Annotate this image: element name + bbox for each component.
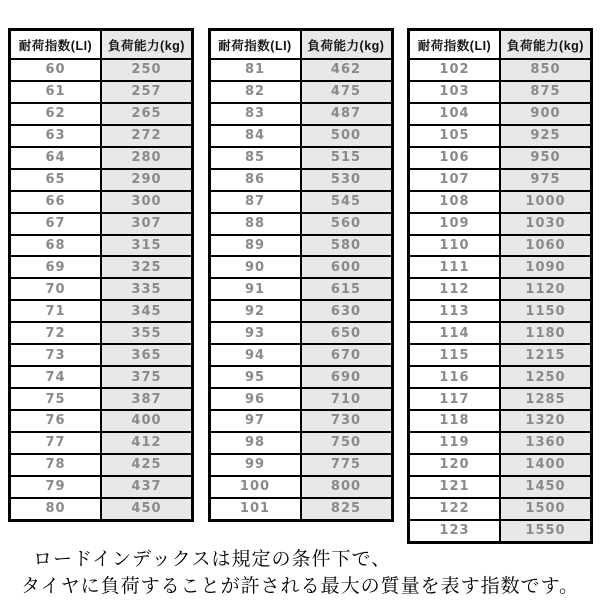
load-index-table: [208, 28, 394, 522]
load-index-cell: 83: [209, 103, 301, 125]
load-capacity-cell: 335: [101, 278, 193, 300]
table-row: [10, 388, 193, 410]
load-capacity-cell: 315: [101, 235, 193, 257]
table-row: [10, 322, 193, 344]
load-capacity-cell: 307: [101, 213, 193, 235]
table-row: [409, 278, 592, 300]
load-index-table-81-101: [208, 28, 394, 544]
table-row: [409, 410, 592, 432]
load-index-cell: 76: [10, 410, 102, 432]
load-capacity-cell: 265: [101, 103, 193, 125]
load-capacity-cell: 1450: [500, 476, 592, 498]
table-row: [409, 256, 592, 278]
table-row: [209, 81, 392, 103]
load-index-cell: 107: [409, 169, 501, 191]
load-index-cell: 65: [10, 169, 102, 191]
table-row: [10, 125, 193, 147]
table-row: [209, 278, 392, 300]
table-row: [409, 476, 592, 498]
load-capacity-cell: 975: [500, 169, 592, 191]
table-row: [10, 256, 193, 278]
load-index-cell: 61: [10, 81, 102, 103]
load-index-cell: 79: [10, 476, 102, 498]
table-row: [409, 344, 592, 366]
load-index-cell: 123: [409, 520, 501, 543]
load-index-cell: 122: [409, 498, 501, 520]
table-row: [409, 300, 592, 322]
load-capacity-cell: 1500: [500, 498, 592, 520]
load-index-cell: 118: [409, 410, 501, 432]
load-capacity-cell: 560: [301, 213, 393, 235]
table-row: [10, 454, 193, 476]
load-capacity-cell: 545: [301, 191, 393, 213]
load-index-header: 耐荷指数(LI): [209, 30, 301, 60]
load-capacity-cell: 400: [101, 410, 193, 432]
load-index-cell: 97: [209, 410, 301, 432]
table-row: [209, 432, 392, 454]
load-capacity-cell: 325: [101, 256, 193, 278]
load-index-cell: 93: [209, 322, 301, 344]
load-index-cell: 64: [10, 147, 102, 169]
table-row: [409, 81, 592, 103]
load-index-cell: 90: [209, 256, 301, 278]
load-capacity-cell: 1285: [500, 388, 592, 410]
table-row: [409, 191, 592, 213]
table-row: [10, 147, 193, 169]
load-index-cell: 72: [10, 322, 102, 344]
load-capacity-cell: 530: [301, 169, 393, 191]
load-capacity-cell: 1550: [500, 520, 592, 543]
load-capacity-cell: 615: [301, 278, 393, 300]
table-row: [409, 388, 592, 410]
load-capacity-cell: 462: [301, 59, 393, 81]
table-row: [409, 213, 592, 235]
table-row: [209, 147, 392, 169]
load-capacity-cell: 1320: [500, 410, 592, 432]
table-row: [409, 147, 592, 169]
load-capacity-cell: 1215: [500, 344, 592, 366]
table-row: [209, 322, 392, 344]
table-row: [209, 344, 392, 366]
load-capacity-cell: 580: [301, 235, 393, 257]
load-index-cell: 110: [409, 235, 501, 257]
load-capacity-cell: 875: [500, 81, 592, 103]
load-index-cell: 92: [209, 300, 301, 322]
table-row: [209, 454, 392, 476]
load-capacity-cell: 900: [500, 103, 592, 125]
caption-line-1: ロードインデックスは規定の条件下で、: [33, 549, 392, 570]
load-index-cell: 78: [10, 454, 102, 476]
table-row: [409, 125, 592, 147]
table-row: [10, 300, 193, 322]
load-index-cell: 66: [10, 191, 102, 213]
load-capacity-cell: 500: [301, 125, 393, 147]
load-capacity-cell: 1000: [500, 191, 592, 213]
load-index-cell: 62: [10, 103, 102, 125]
load-index-cell: 98: [209, 432, 301, 454]
load-capacity-cell: 257: [101, 81, 193, 103]
load-index-cell: 85: [209, 147, 301, 169]
table-row: [209, 235, 392, 257]
table-row: [10, 169, 193, 191]
table-row: [209, 103, 392, 125]
load-index-cell: 87: [209, 191, 301, 213]
load-index-header: 耐荷指数(LI): [10, 30, 102, 60]
load-capacity-cell: 710: [301, 388, 393, 410]
load-index-cell: 102: [409, 59, 501, 81]
load-index-cell: 68: [10, 235, 102, 257]
table-row: [10, 191, 193, 213]
load-index-cell: 67: [10, 213, 102, 235]
table-row: [409, 520, 592, 543]
load-capacity-cell: 1060: [500, 235, 592, 257]
load-capacity-cell: 345: [101, 300, 193, 322]
load-index-cell: 103: [409, 81, 501, 103]
load-index-cell: 69: [10, 256, 102, 278]
load-index-cell: 89: [209, 235, 301, 257]
table-row: [10, 235, 193, 257]
table-row: [10, 278, 193, 300]
table-row: [10, 59, 193, 81]
table-row: [409, 59, 592, 81]
table-row: [409, 169, 592, 191]
load-capacity-cell: 1180: [500, 322, 592, 344]
load-index-cell: 108: [409, 191, 501, 213]
load-capacity-cell: 450: [101, 498, 193, 521]
load-index-cell: 82: [209, 81, 301, 103]
table-row: [10, 344, 193, 366]
table-row: [209, 388, 392, 410]
table-row: [409, 322, 592, 344]
load-index-cell: 121: [409, 476, 501, 498]
table-row: [209, 191, 392, 213]
load-index-table: [8, 28, 194, 522]
table-row: [409, 366, 592, 388]
load-capacity-cell: 355: [101, 322, 193, 344]
load-index-cell: 88: [209, 213, 301, 235]
load-index-cell: 115: [409, 344, 501, 366]
load-index-cell: 116: [409, 366, 501, 388]
load-capacity-cell: 750: [301, 432, 393, 454]
load-capacity-cell: 290: [101, 169, 193, 191]
table-row: [409, 103, 592, 125]
load-capacity-cell: 650: [301, 322, 393, 344]
load-index-cell: 104: [409, 103, 501, 125]
load-capacity-cell: 630: [301, 300, 393, 322]
table-row: [10, 410, 193, 432]
load-capacity-cell: 475: [301, 81, 393, 103]
table-row: [10, 366, 193, 388]
load-index-cell: 111: [409, 256, 501, 278]
table-row: [209, 213, 392, 235]
table-header-row: [10, 30, 193, 60]
load-capacity-cell: 775: [301, 454, 393, 476]
load-capacity-cell: 1360: [500, 432, 592, 454]
load-index-cell: 117: [409, 388, 501, 410]
load-capacity-cell: 1150: [500, 300, 592, 322]
table-header-row: [209, 30, 392, 60]
load-capacity-cell: 437: [101, 476, 193, 498]
load-index-table-60-80: [8, 28, 194, 544]
load-index-header: 耐荷指数(LI): [409, 30, 501, 60]
load-index-cell: 77: [10, 432, 102, 454]
load-capacity-cell: 272: [101, 125, 193, 147]
load-capacity-cell: 425: [101, 454, 193, 476]
load-index-cell: 71: [10, 300, 102, 322]
table-row: [10, 103, 193, 125]
load-capacity-cell: 412: [101, 432, 193, 454]
load-capacity-cell: 375: [101, 366, 193, 388]
load-index-cell: 109: [409, 213, 501, 235]
load-index-cell: 63: [10, 125, 102, 147]
table-row: [209, 498, 392, 521]
load-capacity-header: 負荷能力(kg): [500, 30, 592, 60]
load-index-cell: 74: [10, 366, 102, 388]
table-row: [409, 498, 592, 520]
load-index-cell: 101: [209, 498, 301, 521]
load-index-cell: 60: [10, 59, 102, 81]
load-index-cell: 105: [409, 125, 501, 147]
load-index-cell: 120: [409, 454, 501, 476]
load-capacity-cell: 850: [500, 59, 592, 81]
load-index-table: [407, 28, 593, 544]
load-capacity-cell: 1090: [500, 256, 592, 278]
load-capacity-cell: 487: [301, 103, 393, 125]
load-index-cell: 119: [409, 432, 501, 454]
load-index-cell: 70: [10, 278, 102, 300]
table-row: [209, 59, 392, 81]
load-index-cell: 75: [10, 388, 102, 410]
load-capacity-cell: 300: [101, 191, 193, 213]
load-index-cell: 113: [409, 300, 501, 322]
load-capacity-cell: 515: [301, 147, 393, 169]
load-index-cell: 95: [209, 366, 301, 388]
load-capacity-cell: 250: [101, 59, 193, 81]
load-capacity-cell: 600: [301, 256, 393, 278]
table-row: [209, 256, 392, 278]
load-capacity-cell: 950: [500, 147, 592, 169]
caption-line-2: タイヤに負荷することが許される最大の質量を表す指数です。: [21, 576, 580, 597]
load-capacity-cell: 365: [101, 344, 193, 366]
load-index-cell: 84: [209, 125, 301, 147]
table-row: [209, 476, 392, 498]
load-index-cell: 91: [209, 278, 301, 300]
table-row: [409, 454, 592, 476]
table-row: [209, 125, 392, 147]
load-capacity-header: 負荷能力(kg): [301, 30, 393, 60]
load-index-cell: 73: [10, 344, 102, 366]
load-capacity-cell: 1120: [500, 278, 592, 300]
load-capacity-cell: 800: [301, 476, 393, 498]
caption: [21, 546, 579, 600]
load-index-cell: 106: [409, 147, 501, 169]
load-index-cell: 81: [209, 59, 301, 81]
load-capacity-cell: 730: [301, 410, 393, 432]
table-header-row: [409, 30, 592, 60]
load-index-cell: 100: [209, 476, 301, 498]
load-index-tables-row: [8, 28, 593, 544]
table-row: [209, 300, 392, 322]
table-row: [10, 476, 193, 498]
load-index-cell: 86: [209, 169, 301, 191]
load-capacity-cell: 387: [101, 388, 193, 410]
table-row: [409, 432, 592, 454]
load-capacity-cell: 670: [301, 344, 393, 366]
table-row: [209, 169, 392, 191]
load-capacity-cell: 1250: [500, 366, 592, 388]
table-row: [209, 410, 392, 432]
load-index-cell: 99: [209, 454, 301, 476]
load-index-cell: 94: [209, 344, 301, 366]
table-row: [409, 235, 592, 257]
load-capacity-cell: 925: [500, 125, 592, 147]
table-row: [209, 366, 392, 388]
load-index-cell: 96: [209, 388, 301, 410]
table-row: [10, 213, 193, 235]
load-index-cell: 112: [409, 278, 501, 300]
load-capacity-cell: 280: [101, 147, 193, 169]
load-capacity-cell: 690: [301, 366, 393, 388]
table-row: [10, 432, 193, 454]
load-capacity-cell: 825: [301, 498, 393, 521]
table-row: [10, 81, 193, 103]
load-index-cell: 80: [10, 498, 102, 521]
load-capacity-cell: 1400: [500, 454, 592, 476]
load-index-table-102-123: [407, 28, 593, 544]
load-index-cell: 114: [409, 322, 501, 344]
load-capacity-header: 負荷能力(kg): [101, 30, 193, 60]
load-capacity-cell: 1030: [500, 213, 592, 235]
table-row: [10, 498, 193, 521]
